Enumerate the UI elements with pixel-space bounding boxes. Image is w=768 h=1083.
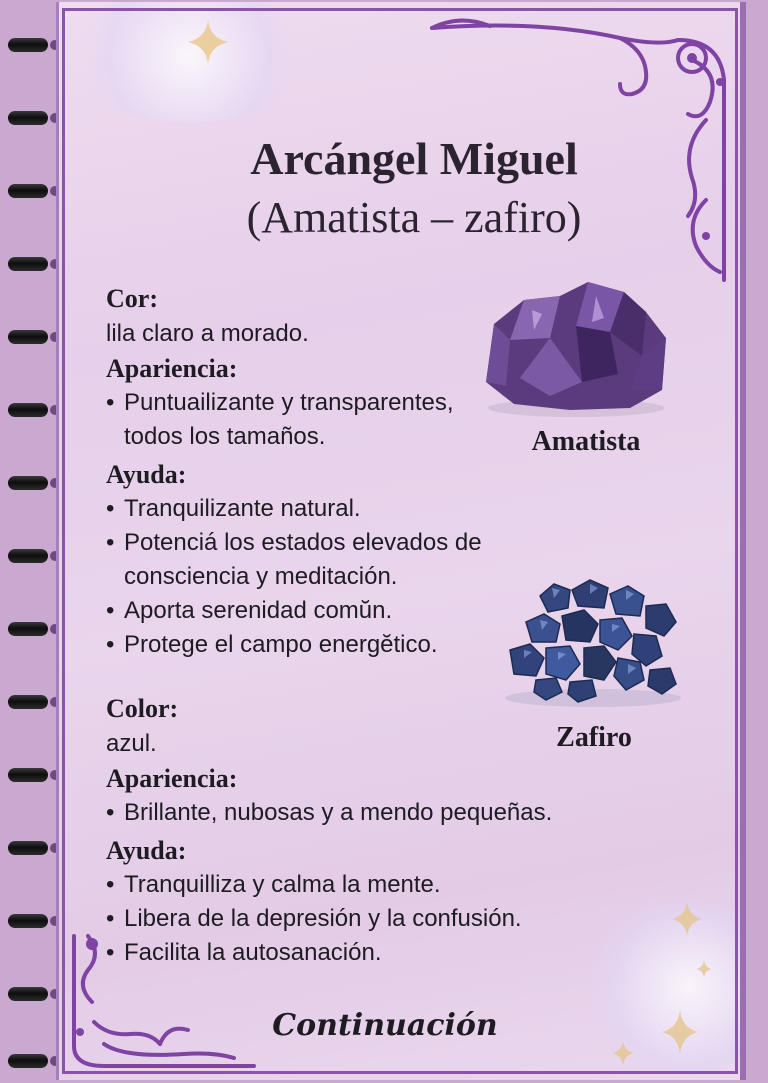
list-item: • Tranquilizante natural. xyxy=(106,495,361,522)
list-item: • Tranquilliza y calma la mente. xyxy=(106,871,441,898)
list-item: • Puntuailizante y transparentes, todos los tamaños. xyxy=(106,389,454,450)
list-item: • Protege el campo energĕtico. xyxy=(106,631,438,658)
appearance-label-sapphire: Apariencia: xyxy=(106,764,238,793)
binding-ring xyxy=(8,983,48,1005)
binding-ring xyxy=(8,107,48,129)
sparkle-icon xyxy=(188,20,228,64)
list-item: • Potenciá los estados elevados de consciencia y meditación. xyxy=(106,529,482,590)
color-label-sapphire: Color: xyxy=(106,694,179,723)
sparkle-icon xyxy=(696,960,712,978)
binding-ring xyxy=(8,910,48,932)
help-label-sapphire: Ayuda: xyxy=(106,836,187,865)
color-value-amethyst: lila claro a morado. xyxy=(106,320,309,347)
binding-ring xyxy=(8,326,48,348)
list-item: • Libera de la depresión y la confusión. xyxy=(106,905,522,932)
binding-ring xyxy=(8,472,48,494)
appearance-label-amethyst: Apariencia: xyxy=(106,354,238,383)
binding-ring xyxy=(8,34,48,56)
binding-ring xyxy=(8,180,48,202)
binding-ring xyxy=(8,618,48,640)
sparkle-icon xyxy=(662,1010,698,1054)
color-value-sapphire: azul. xyxy=(106,730,157,757)
binding-ring xyxy=(8,399,48,421)
sparkle-icon xyxy=(612,1040,634,1066)
binding-ring xyxy=(8,691,48,713)
binding-ring xyxy=(8,545,48,567)
continuation-footer: Continuación xyxy=(272,1008,498,1043)
sapphire-label: Zafiro xyxy=(556,722,632,753)
list-item: • Aporta serenidad comŭn. xyxy=(106,597,393,624)
amethyst-label: Amatista xyxy=(531,426,641,457)
binding-ring xyxy=(8,253,48,275)
binding-ring xyxy=(8,837,48,859)
binding-ring xyxy=(8,1050,48,1072)
list-item: • Facilita la autosanación. xyxy=(106,939,382,966)
sparkle-icon xyxy=(672,902,702,936)
binding-ring xyxy=(8,764,48,786)
stone-info-content xyxy=(106,282,606,970)
list-item: • Brillante, nubosas y a mendo pequeñas. xyxy=(106,799,553,826)
color-label-amethyst: Cor: xyxy=(106,284,158,313)
page-subtitle: (Amatista – zafiro) xyxy=(246,193,582,242)
page-title: Arcángel Miguel xyxy=(250,133,578,184)
help-label-amethyst: Ayuda: xyxy=(106,460,187,489)
spiral-binding xyxy=(0,0,60,1083)
